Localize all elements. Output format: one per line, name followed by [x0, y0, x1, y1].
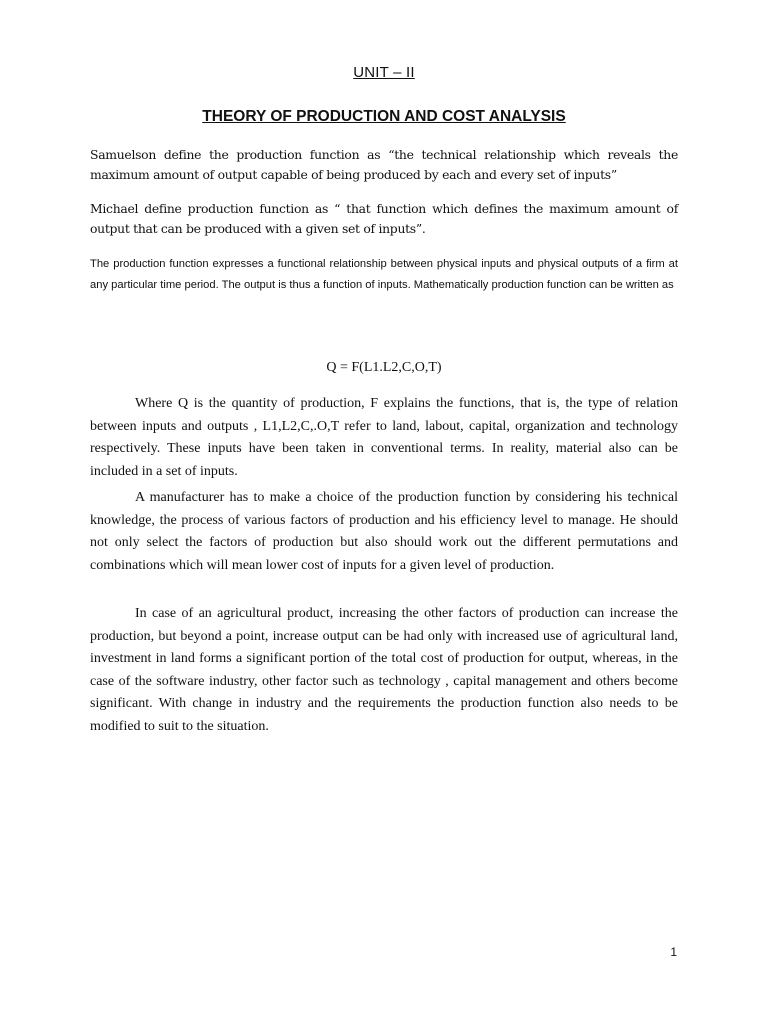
agricultural-product-paragraph: In case of an agricultural product, increasing the other factors of production can increase the production, but beyond a point, increase output can be had only with increased use of agricultural land, investment in land forms a significant portion of the total cost of production for output, whereas, in the case of the software industry, other factor such as technology , capital management and others become significant. With change in industry and the requirements the production function also needs to be modified to suit to the situation.	[90, 606, 678, 734]
manufacturer-choice-paragraph: A manufacturer has to make a choice of the production function by considering his technical knowledge, the process of various factors of production and his efficiency level to manage. He should not only select the factors of production but also should work out the different permutations and combinations which will mean lower cost of inputs for a given level of production.	[90, 490, 678, 573]
production-function-intro-paragraph: The production function expresses a functional relationship between physical inputs and physical outputs of a firm at any particular time period. The output is thus a function of inputs. Mathematically production function can be written as	[90, 258, 678, 291]
unit-heading: UNIT – II	[353, 64, 415, 81]
page-title: THEORY OF PRODUCTION AND COST ANALYSIS	[202, 108, 566, 125]
page-number: 1	[670, 945, 677, 959]
michael-definition-paragraph: Michael define production function as “ that function which defines the maximum amount of output that can be produced with a given set of inputs”.	[90, 201, 678, 236]
samuelson-definition-paragraph: Samuelson define the production function as “the technical relationship which reveals the maximum amount of output capable of being produced by each and every set of inputs”	[90, 147, 678, 182]
equation-explanation-paragraph: Where Q is the quantity of production, F explains the functions, that is, the type of relation between inputs and outputs , L1,L2,C,.O,T refer to land, labout, capital, organization and technology respectively. These inputs have been taken in conventional terms. In reality, material also can be included in a set of inputs.	[90, 396, 678, 479]
production-function-equation: Q = F(L1.L2,C,O,T)	[326, 360, 442, 375]
